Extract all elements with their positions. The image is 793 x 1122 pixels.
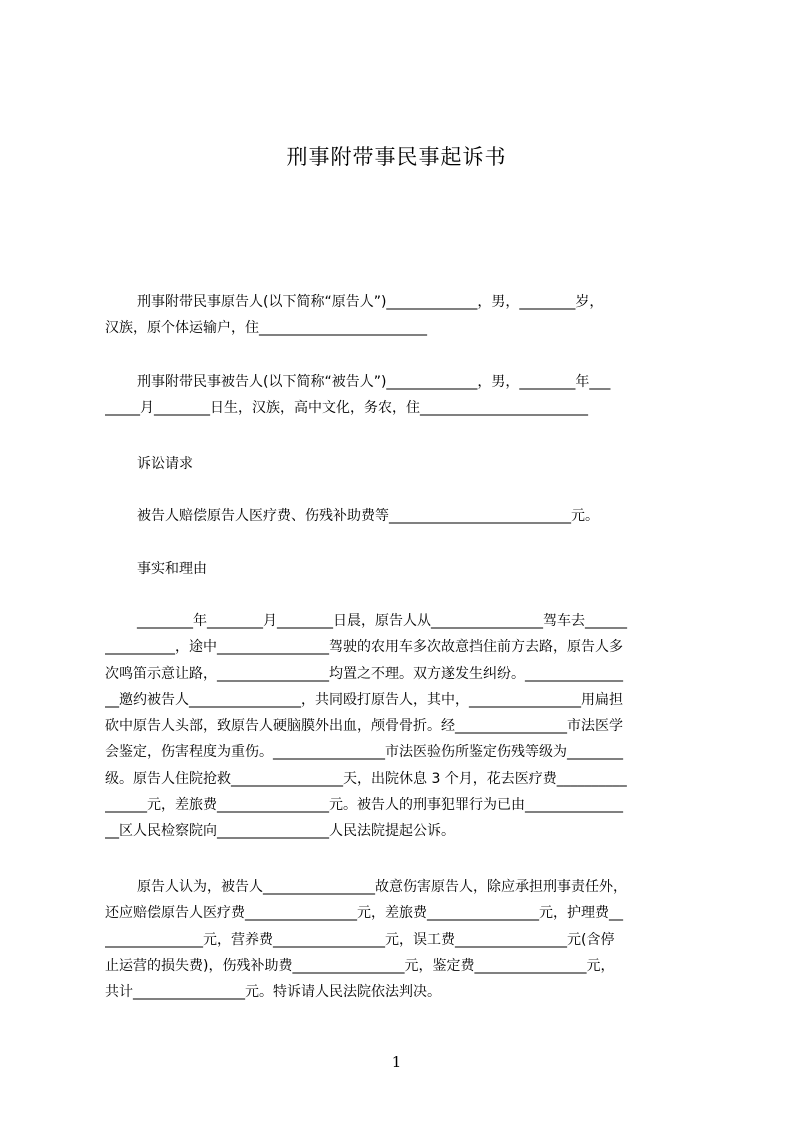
defendant-line: _____月________日生，汉族，高中文化，务农，住________________________ (105, 400, 588, 417)
document-title: 刑事附带事民事起诉书 (286, 145, 507, 169)
facts-line: __区人民检察院向________________人民法院提起公诉。 (105, 823, 455, 840)
facts-paragraph (105, 608, 697, 845)
conclusion-line: 止运营的损失费)，伤残补助费________________元，鉴定费________________元， (105, 957, 615, 974)
facts-line: 砍中原告人头部，致原告人硬脑膜外出血，颅骨骨折。经________________市法医学 (105, 718, 623, 735)
claims-heading (105, 451, 697, 477)
plaintiff-paragraph (105, 289, 697, 342)
facts-line: __邀约被告人________________，共同殴打原告人，其中，________________用扁担 (105, 691, 623, 708)
facts-line: 级。原告人住院抢救________________天，出院休息 3 个月，花去医疗费__________ (105, 770, 627, 787)
facts-line: 次鸣笛示意让路，________________均置之不理。双方遂发生纠纷。______________ (105, 665, 623, 682)
claims-paragraph (105, 503, 697, 529)
defendant-line: 刑事附带民事被告人(以下简称“被告人”)_____________，男，________年___ (137, 374, 611, 390)
facts-heading (105, 556, 697, 582)
plaintiff-line: 汉族，原个体运输户，住________________________ (105, 320, 427, 337)
page-number: 1 (391, 1053, 402, 1071)
facts-line: ______元，差旅费________________元。被告人的刑事犯罪行为已由______________ (105, 797, 623, 814)
defendant-paragraph (105, 369, 697, 422)
claims-text: 被告人赔偿原告人医疗费、伤残补助费等__________________________元。 (137, 508, 599, 524)
facts-line: __________，途中________________驾驶的农用车多次故意挡住前方去路，原告人多 (105, 639, 623, 656)
facts-line: ________年________月________日晨，原告人从________________驾车去______ (137, 613, 627, 629)
claims-heading-text: 诉讼请求 (137, 456, 193, 472)
facts-line: 会鉴定，伤害程度为重伤。________________市法医验伤所鉴定伤残等级为________ (105, 744, 623, 761)
conclusion-line: 共计________________元。特诉请人民法院依法判决。 (105, 984, 441, 1001)
conclusion-paragraph (105, 874, 697, 1005)
facts-heading-text: 事实和理由 (137, 561, 207, 577)
conclusion-line: ______________元，营养费________________元，误工费________________元(含停 (105, 931, 615, 948)
plaintiff-line: 刑事附带民事原告人(以下简称“原告人”)_____________，男，________岁， (137, 294, 604, 310)
conclusion-line: 原告人认为，被告人________________故意伤害原告人，除应承担刑事责任外， (137, 879, 627, 895)
conclusion-line: 还应赔偿原告人医疗费________________元，差旅费________________元，护理费__ (105, 905, 623, 922)
